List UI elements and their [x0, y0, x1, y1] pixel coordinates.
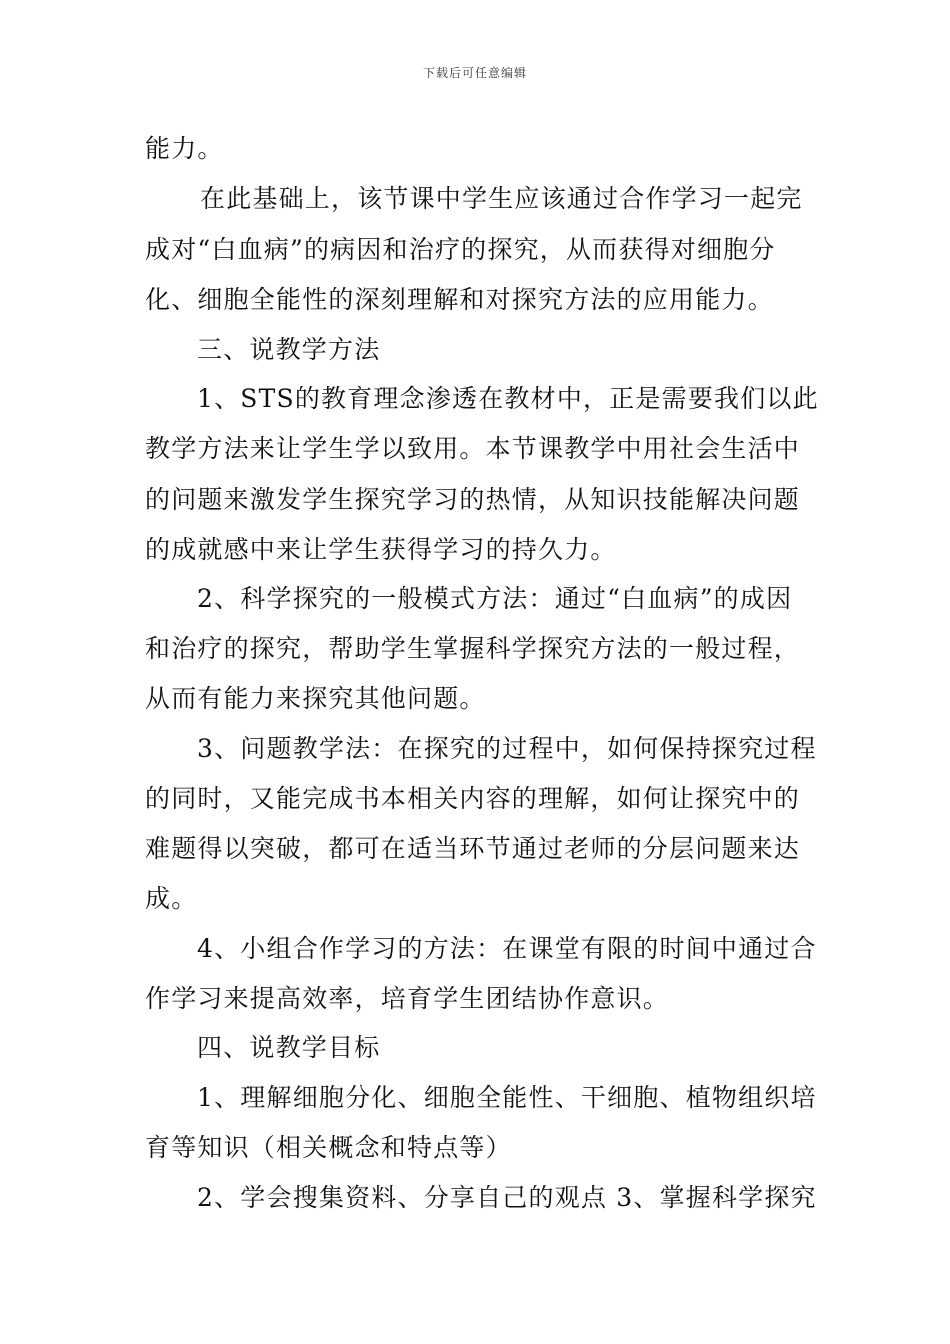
text-line: 的同时，又能完成书本相关内容的理解，如何让探究中的 — [145, 784, 801, 813]
text-line: 成对“白血病”的病因和治疗的探究，从而获得对细胞分 — [145, 235, 776, 264]
text-line: 2、科学探究的一般模式方法：通过“白血病”的成因 — [197, 584, 793, 613]
text-line: 和治疗的探究，帮助学生掌握科学探究方法的一般过程， — [145, 634, 801, 663]
text-line: 2、学会搜集资料、分享自己的观点 3、掌握科学探究 — [197, 1183, 817, 1212]
page-header: 下载后可任意编辑 — [422, 66, 527, 80]
text-line: 1、STS的教育理念渗透在教材中，正是需要我们以此 — [197, 384, 819, 413]
text-line: 4、小组合作学习的方法：在课堂有限的时间中通过合 — [197, 934, 817, 963]
section-heading: 四、说教学目标 — [197, 1033, 381, 1062]
section-heading: 三、说教学方法 — [197, 335, 381, 364]
text-line: 3、问题教学法：在探究的过程中，如何保持探究过程 — [197, 734, 817, 763]
text-line: 作学习来提高效率，培育学生团结协作意识。 — [145, 984, 670, 1013]
text-line: 在此基础上，该节课中学生应该通过合作学习一起完 — [200, 184, 803, 213]
text-line: 难题得以突破，都可在适当环节通过老师的分层问题来达 — [145, 834, 801, 863]
text-line: 的成就感中来让学生获得学习的持久力。 — [145, 535, 617, 564]
text-line: 的问题来激发学生探究学习的热情，从知识技能解决问题 — [145, 485, 801, 514]
text-line: 成。 — [145, 884, 198, 913]
text-line: 从而有能力来探究其他问题。 — [145, 684, 486, 713]
text-line: 育等知识（相关概念和特点等） — [145, 1133, 512, 1162]
text-line: 教学方法来让学生学以致用。本节课教学中用社会生活中 — [145, 434, 801, 463]
text-line: 能力。 — [145, 134, 224, 163]
text-line: 1、理解细胞分化、细胞全能性、干细胞、植物组织培 — [197, 1083, 817, 1112]
text-line: 化、细胞全能性的深刻理解和对探究方法的应用能力。 — [145, 285, 774, 314]
